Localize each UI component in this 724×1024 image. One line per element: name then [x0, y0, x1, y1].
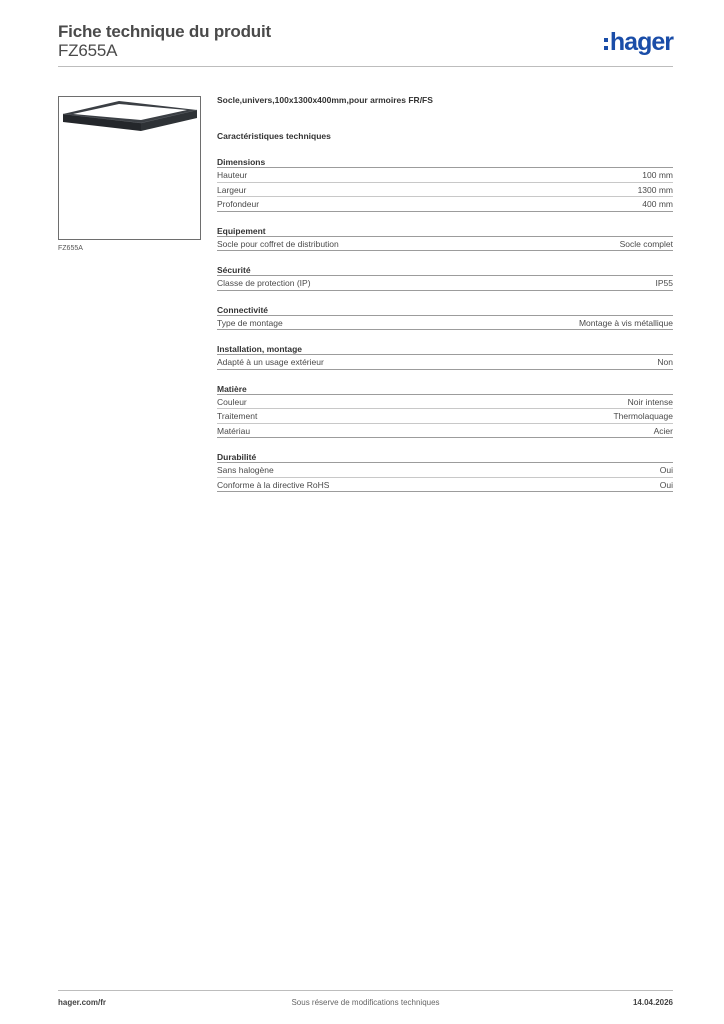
- spec-row: [217, 409, 673, 424]
- spec-value: Montage à vis métallique: [578, 317, 673, 328]
- spec-row: [217, 237, 673, 252]
- spec-row: [217, 197, 673, 212]
- footer-notice: Sous réserve de modifications techniques: [291, 998, 440, 1007]
- hager-logo: [604, 28, 673, 56]
- product-image: [58, 96, 201, 240]
- spec-value: Oui: [659, 465, 673, 475]
- spec-value: 100 mm: [642, 170, 673, 180]
- page-header: [58, 20, 673, 68]
- spec-group: [217, 225, 673, 252]
- spec-value: Acier: [653, 425, 673, 436]
- spec-label: Traitement: [217, 411, 258, 421]
- spec-value: Socle complet: [619, 238, 673, 249]
- image-caption: FZ655A: [58, 245, 83, 252]
- product-details: [217, 95, 673, 492]
- spec-value: IP55: [655, 278, 673, 288]
- spec-row: [217, 316, 673, 331]
- product-reference: FZ655A: [58, 41, 118, 60]
- spec-group-title: Sécurité: [217, 264, 673, 276]
- spec-row: [217, 395, 673, 410]
- spec-group: [217, 383, 673, 439]
- spec-row: [217, 355, 673, 370]
- footer-website: hager.com/fr: [58, 998, 107, 1007]
- spec-label: Classe de protection (IP): [217, 278, 311, 288]
- page-title: Fiche technique du produit: [58, 22, 271, 41]
- spec-label: Conforme à la directive RoHS: [217, 479, 330, 490]
- product-description: Socle,univers,100x1300x400mm,pour armoires FR/FS: [217, 95, 433, 105]
- spec-row: [217, 276, 673, 291]
- spec-label: Hauteur: [217, 170, 248, 180]
- spec-group-title: Equipement: [217, 225, 673, 237]
- spec-group-title: Matière: [217, 383, 673, 395]
- spec-group: [217, 156, 673, 212]
- footer-date: 14.04.2026: [632, 998, 673, 1007]
- spec-groups: [217, 156, 673, 492]
- spec-group-title: Durabilité: [217, 451, 673, 463]
- footer-divider: [58, 990, 673, 991]
- spec-group-title: Installation, montage: [217, 343, 673, 355]
- spec-value: Oui: [659, 479, 673, 490]
- spec-label: Largeur: [217, 184, 247, 195]
- spec-label: Couleur: [217, 396, 247, 407]
- logo-text: hager: [609, 27, 673, 56]
- header-divider: [58, 66, 673, 67]
- section-title: Caractéristiques techniques: [217, 131, 331, 141]
- spec-group: [217, 343, 673, 370]
- logo-dots-icon: [604, 34, 608, 50]
- spec-label: Profondeur: [217, 199, 260, 209]
- spec-label: Matériau: [217, 425, 251, 436]
- spec-label: Type de montage: [217, 317, 283, 328]
- spec-row: [217, 183, 673, 198]
- page-footer: [58, 998, 673, 1010]
- spec-value: 400 mm: [642, 199, 673, 209]
- spec-group-title: Connectivité: [217, 304, 673, 316]
- spec-label: Adapté à un usage extérieur: [217, 357, 324, 367]
- spec-row: [217, 168, 673, 183]
- spec-value: Non: [657, 357, 673, 367]
- spec-value: 1300 mm: [637, 184, 673, 195]
- spec-row: [217, 478, 673, 493]
- spec-group: [217, 451, 673, 492]
- product-base-frame-icon: [59, 97, 200, 239]
- spec-row: [217, 424, 673, 439]
- spec-group: [217, 304, 673, 331]
- spec-label: Sans halogène: [217, 465, 274, 475]
- spec-group: [217, 264, 673, 291]
- spec-label: Socle pour coffret de distribution: [217, 238, 339, 249]
- spec-row: [217, 463, 673, 478]
- spec-value: Thermolaquage: [613, 411, 673, 421]
- spec-group-title: Dimensions: [217, 156, 673, 168]
- spec-value: Noir intense: [627, 396, 673, 407]
